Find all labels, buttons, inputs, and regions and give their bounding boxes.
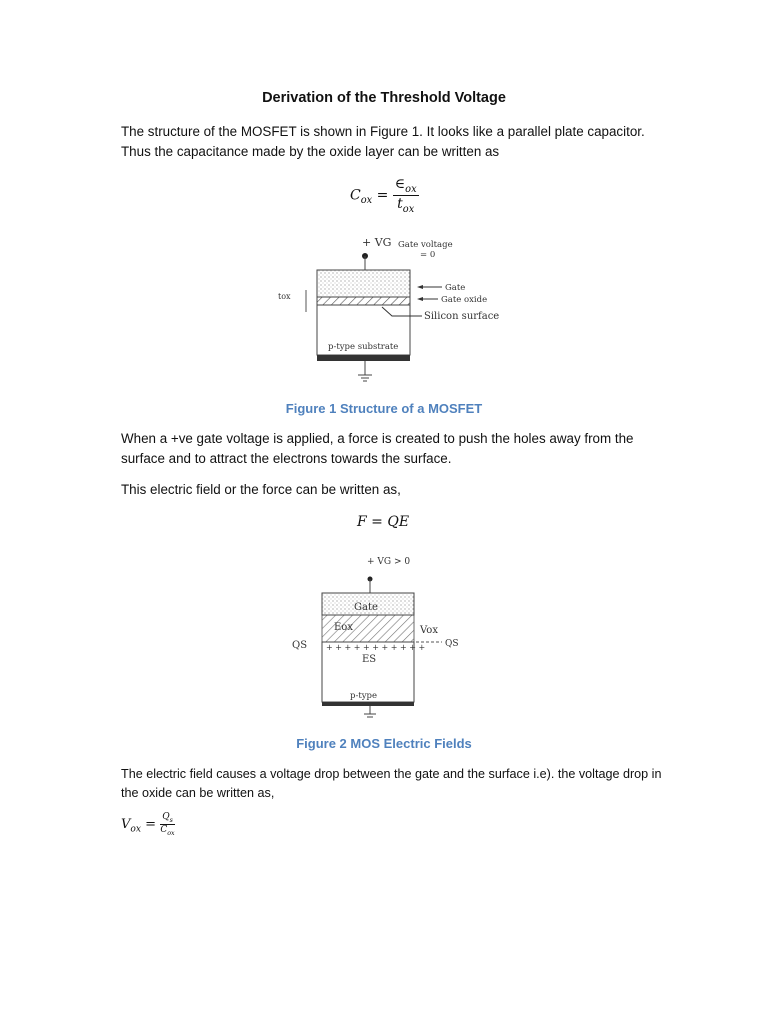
fig1-gate-oxide-label: Gate oxide [441, 295, 488, 305]
fig1-silicon-surface-label: Silicon surface [424, 311, 500, 322]
fig2-qs-right-label: QS [445, 639, 459, 649]
figure1-caption: Figure 1 Structure of a MOSFET [285, 401, 483, 416]
eq-sub: ox [130, 824, 141, 835]
paragraph: The electric field causes a voltage drop between the gate and the surface i.e). the voltage drop in [121, 767, 662, 781]
eq-fraction [160, 812, 175, 837]
fig1-substrate-label: p-type substrate [328, 342, 399, 352]
equation-vox [121, 812, 175, 837]
paragraph: Thus the capacitance made by the oxide layer can be written as [121, 144, 500, 159]
fig2-gate-label: Gate [354, 602, 378, 613]
figure2-caption: Figure 2 MOS Electric Fields [296, 736, 472, 751]
fig1-gate-voltage: Gate voltage [398, 240, 453, 250]
fig2-qs-left-label: QS [292, 640, 308, 651]
paragraph: When a +ve gate voltage is applied, a force is created to push the holes away from the [121, 431, 634, 446]
eq-term: ∈ [394, 176, 406, 192]
fig1-gate-label: Gate [445, 283, 466, 293]
equation-force: F = QE [357, 514, 410, 530]
eq-sub: ox [167, 829, 175, 837]
figure1-mosfet-diagram [272, 228, 508, 388]
eq-sub: ox [402, 203, 415, 215]
page-title: Derivation of the Threshold Voltage [262, 90, 506, 106]
paragraph: the oxide can be written as, [121, 786, 275, 800]
fig2-eox-label: Eox [334, 622, 353, 633]
fig2-vg-label: + VG > 0 [367, 557, 411, 567]
eq-sub: ox [360, 195, 373, 207]
fig2-es-label: ES [362, 654, 377, 665]
eq-sub: s [169, 816, 173, 824]
eq-equals: = [145, 816, 157, 832]
eq-equals: = [376, 187, 389, 204]
eq-fraction [393, 176, 419, 215]
fig1-tox-label: tox [278, 292, 291, 301]
eq-term: t [397, 195, 403, 212]
fig2-charges: + + + + + + + + + + + [326, 643, 426, 652]
fig1-gate-voltage-value: = 0 [420, 250, 436, 260]
figure2-mos-electric-fields-diagram [292, 548, 482, 720]
eq-term: C [160, 824, 168, 835]
paragraph: The structure of the MOSFET is shown in Figure 1. It looks like a parallel plate capacitor. [121, 124, 645, 139]
fig2-vox-label: Vox [420, 625, 438, 636]
eq-sub: ox [405, 183, 417, 195]
eq-term: Q [162, 812, 170, 822]
equation-cox [350, 176, 419, 215]
fig2-ptype-label: p-type [350, 691, 378, 701]
fig1-vg-label: + VG [362, 236, 392, 249]
eq-term: C [350, 187, 361, 204]
paragraph: surface and to attract the electrons towards the surface. [121, 451, 452, 466]
eq-term: V [121, 816, 131, 832]
paragraph: This electric field or the force can be written as, [121, 482, 401, 497]
